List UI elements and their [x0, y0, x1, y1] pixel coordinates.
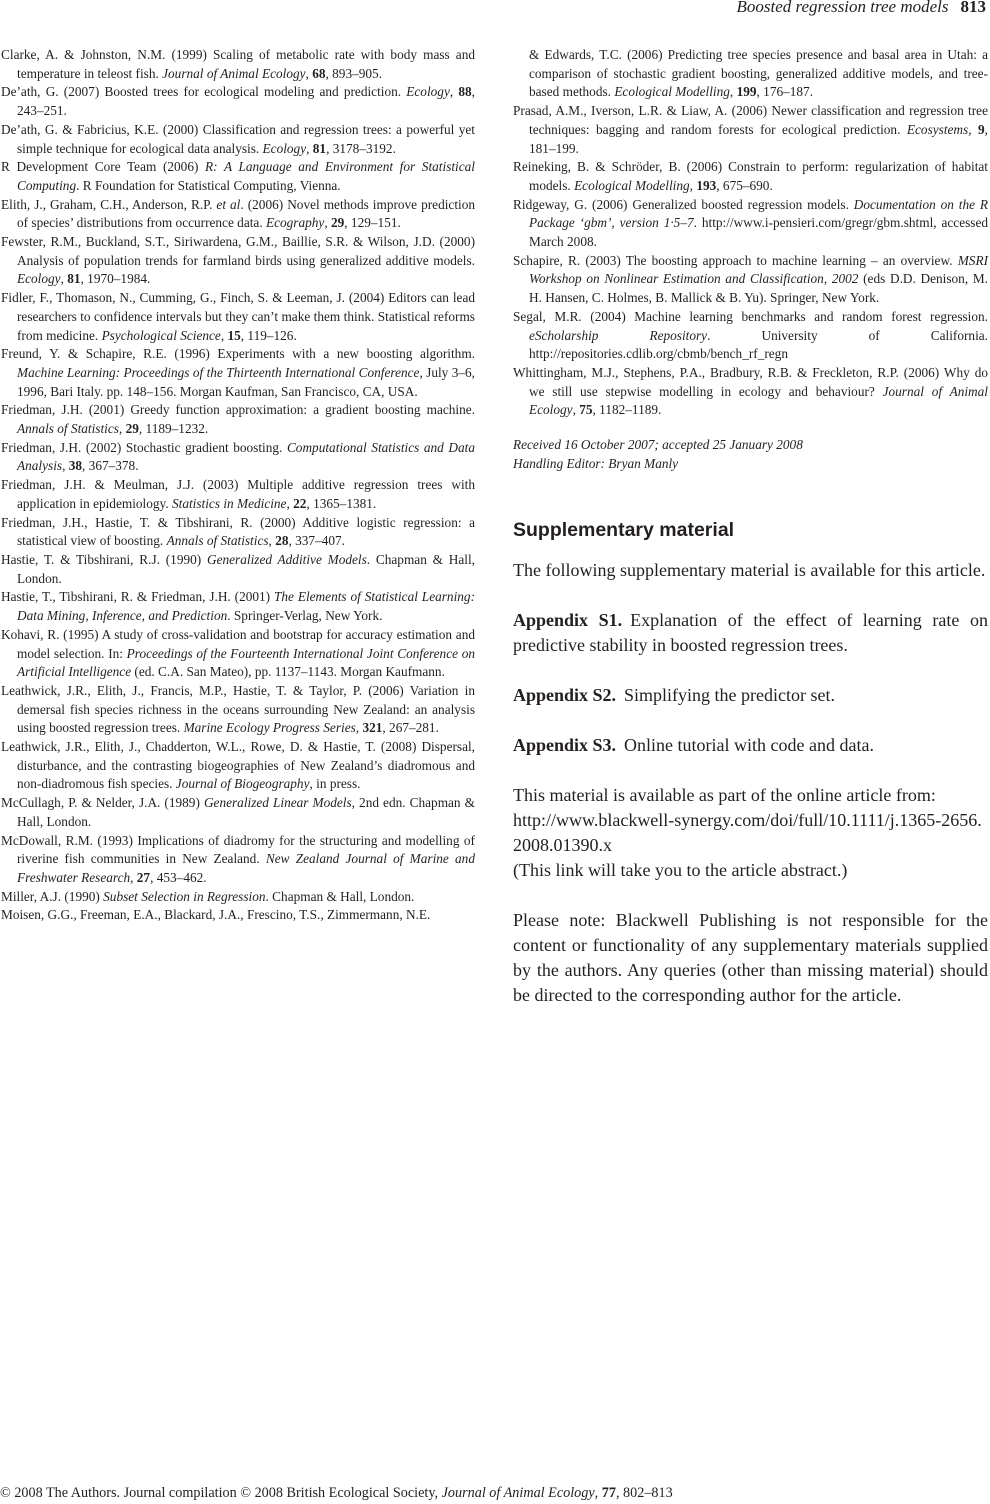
reference-volume: 68: [312, 65, 326, 81]
reference-text: . Chapman & Hall, London.: [17, 551, 475, 586]
appendix-s3: [513, 733, 988, 758]
appendix-label: Appendix S3.: [513, 734, 617, 755]
reference-text: Reineking, B. & Schröder, B. (2006) Constrain to perform: regularization of habitat models.: [513, 159, 988, 193]
reference-entry: [1, 832, 475, 888]
reference-entry: [513, 364, 988, 420]
reference-text: ,: [355, 720, 363, 736]
reference-text: , 1970–1984.: [80, 271, 151, 287]
reference-italic-text: Ecology: [17, 271, 61, 287]
appendix-text: Simplifying the predictor set.: [624, 684, 836, 705]
reference-italic-text: Generalized Linear Models: [203, 795, 352, 811]
reference-text: , 2nd edn. Chapman & Hall, London.: [17, 795, 475, 829]
reference-entry: [1, 158, 475, 195]
reference-italic-text: Annals of Statistics: [17, 421, 119, 437]
reference-text: & Edwards, T.C. (2006) Predicting tree species presence and basal area in Utah: a comparison of stochastic gradient boosting, generalized additive models, and tree-based methods.: [529, 47, 988, 100]
reference-entry: [513, 102, 988, 158]
reference-entry: [1, 906, 475, 925]
page-number: 813: [960, 0, 986, 16]
reference-entry: [1, 196, 475, 233]
reference-volume: 28: [275, 533, 289, 549]
publisher-disclaimer: Please note: Blackwell Publishing is not responsible for the content or functionality of any supplementary materials supplied by the authors. Any queries (other than missing material) should be directed to the corresponding author for the article.: [513, 909, 988, 1005]
reference-text: (eds D.D. Denison, M. H. Hansen, C. Holmes, B. Mallick & B. Yu). Springer, New York.: [529, 271, 988, 306]
reference-volume: 38: [68, 458, 83, 474]
reference-volume: 81: [312, 140, 327, 156]
reference-text: , 176–187.: [756, 84, 814, 100]
received-block: [513, 436, 988, 474]
reference-text: , 337–407.: [288, 533, 345, 549]
reference-entry: [513, 252, 988, 308]
reference-italic-text: Generalized Additive Models: [207, 551, 367, 567]
reference-entry: [513, 46, 988, 102]
reference-text: , 243–251.: [17, 84, 475, 119]
reference-text: ,: [60, 271, 68, 287]
reference-italic-text: Journal of Biogeography: [175, 776, 310, 792]
reference-italic-text: Psychological Science: [101, 327, 221, 343]
reference-entry: [1, 588, 475, 625]
reference-entry: [1, 121, 475, 158]
reference-italic-text: Ecological Modelling: [574, 177, 690, 193]
reference-text: Friedman, J.H. (2001) Greedy function approximation: a gradient boosting machine.: [1, 402, 475, 418]
reference-text: ,: [689, 177, 697, 193]
reference-entry: [1, 345, 475, 401]
reference-entry: [513, 158, 988, 195]
reference-text: , 1182–1189.: [592, 402, 662, 418]
reference-italic-text: Proceedings of the Fourteenth International Joint Conference on Artificial Intelligence: [17, 645, 475, 680]
supplementary-url[interactable]: http://www.blackwell-synergy.com/doi/full/10.1111/j.1365-2656.2008.01390.x: [513, 809, 982, 855]
reference-volume: 193: [696, 177, 717, 193]
reference-italic-text: Journal of Animal Ecology: [529, 383, 989, 418]
reference-entry: [513, 196, 988, 252]
reference-entry: [1, 46, 475, 83]
reference-entry: [1, 626, 475, 682]
reference-italic-text: Ecosystems: [906, 121, 969, 137]
reference-text: ,: [729, 84, 737, 100]
reference-entry: [1, 83, 475, 120]
reference-entry: [1, 551, 475, 588]
reference-volume: 27: [136, 869, 151, 885]
reference-entry: [1, 514, 475, 551]
reference-italic-text: The Elements of Statistical Learning: Data Mining, Inference, and Prediction: [17, 589, 475, 624]
reference-italic-text: Ecology: [406, 84, 450, 100]
reference-italic-text: Ecology: [262, 140, 307, 156]
reference-italic-text: Journal of Animal Ecology: [162, 65, 306, 81]
reference-text: De’ath, G. (2007) Boosted trees for ecological modeling and prediction.: [1, 84, 407, 100]
reference-text: , July 3–6, 1996, Bari Italy. pp. 148–156. Morgan Kaufman, San Francisco, CA, USA.: [17, 364, 475, 399]
reference-text: , 1365–1381.: [306, 495, 377, 511]
reference-text: . Chapman & Hall, London.: [265, 888, 415, 904]
reference-italic-text: Documentation on the R Package ‘gbm’, version 1·5–7: [529, 196, 988, 231]
reference-text: Ridgeway, G. (2006) Generalized boosted regression models.: [513, 196, 854, 212]
reference-text: Schapire, R. (2003) The boosting approach to machine learning – an overview.: [513, 252, 958, 268]
reference-italic-text: Ecological Modelling: [614, 84, 730, 100]
running-title: Boosted regression tree models: [736, 0, 949, 16]
reference-entry: [1, 233, 475, 289]
reference-volume: 75: [579, 402, 593, 418]
reference-text: ,: [449, 84, 459, 100]
reference-volume: 321: [362, 720, 383, 736]
running-head: [737, 0, 987, 18]
references-right-list: [513, 46, 988, 420]
reference-text: Clarke, A. & Johnston, N.M. (1999) Scaling of metabolic rate with body mass and temperature in teleost fish.: [1, 47, 475, 81]
reference-volume: 22: [293, 495, 307, 511]
reference-entry: [513, 308, 988, 364]
reference-entry: [1, 439, 475, 476]
reference-italic-text: New Zealand Journal of Marine and Freshwater Research: [17, 851, 475, 885]
appendix-text: Explanation of the effect of learning rate on predictive stability in boosted regression trees.: [513, 609, 988, 655]
reference-entry: [1, 794, 475, 831]
reference-volume: 15: [227, 327, 241, 343]
appendix-label: Appendix S1.: [513, 609, 623, 630]
reference-text: Segal, M.R. (2004) Machine learning benchmarks and random forest regression.: [513, 308, 988, 324]
reference-italic-text: Subset Selection in Regression: [103, 888, 266, 904]
reference-text: Hastie, T., Tibshirani, R. & Friedman, J.H. (2001): [1, 589, 274, 605]
reference-italic-text: Annals of Statistics: [166, 533, 269, 549]
reference-italic-text: MSRI Workshop on Nonlinear Estimation and Classification, 2002: [529, 252, 988, 287]
appendix-label: Appendix S2.: [513, 684, 617, 705]
reference-volume: 9: [978, 121, 985, 137]
supplementary-body: [513, 558, 988, 1008]
reference-text: Elith, J., Graham, C.H., Anderson, R.P.: [1, 196, 217, 212]
reference-text: , 119–126.: [240, 327, 297, 343]
received-dates: Received 16 October 2007; accepted 25 January 2008: [513, 437, 803, 453]
reference-text: (ed. C.A. San Mateo), pp. 1137–1143. Morgan Kaufmann.: [131, 664, 445, 680]
reference-italic-text: Computational Statistics and Data Analysis: [17, 439, 475, 474]
reference-text: ,: [220, 327, 228, 343]
reference-text: McCullagh, P. & Nelder, J.A. (1989): [1, 795, 204, 811]
availability-note: This material is available as part of the online article from:: [513, 784, 936, 805]
reference-text: ,: [130, 869, 137, 885]
reference-text: . University of California. http://repositories.cdlib.org/cbmb/bench_rf_regn: [529, 327, 988, 362]
reference-text: , 3178–3192.: [326, 140, 396, 156]
reference-italic-text: Machine Learning: Proceedings of the Thirteenth International Conference: [17, 364, 420, 380]
references-left-column: [1, 46, 475, 925]
reference-text: , in press.: [309, 776, 361, 792]
reference-volume: 88: [458, 84, 472, 100]
reference-text: , 367–378.: [82, 458, 139, 474]
reference-text: , 675–690.: [716, 177, 773, 193]
reference-text: . R Foundation for Statistical Computing, Vienna.: [76, 177, 341, 193]
reference-entry: [1, 682, 475, 738]
appendix-s1: [513, 608, 988, 658]
reference-italic-text: Ecography: [265, 215, 325, 231]
reference-italic-text: R: A Language and Environment for Statistical Computing: [17, 159, 475, 193]
copyright-text: © 2008 The Authors. Journal compilation © 2008 British Ecological Society,: [0, 1485, 442, 1501]
reference-text: Prasad, A.M., Iverson, L.R. & Liaw, A. (2006) Newer classification and regression tree techniques: bagging and random forests for ecological prediction.: [513, 103, 988, 137]
copyright-footer: [0, 1483, 673, 1503]
reference-italic-text: et al: [216, 196, 241, 212]
reference-volume: 29: [125, 421, 139, 437]
reference-entry: [1, 401, 475, 438]
reference-text: Moisen, G.G., Freeman, E.A., Blackard, J.A., Frescino, T.S., Zimmermann, N.E.: [1, 907, 431, 923]
reference-volume: 29: [330, 215, 345, 231]
reference-text: ,: [306, 140, 313, 156]
footer-pages: , 802–813: [615, 1485, 673, 1501]
reference-text: ,: [62, 458, 69, 474]
reference-text: Friedman, J.H. (2002) Stochastic gradient boosting.: [1, 439, 287, 455]
appendix-text: Online tutorial with code and data.: [624, 734, 874, 755]
reference-text: ,: [572, 402, 580, 418]
reference-text: ,: [268, 533, 276, 549]
footer-journal: Journal of Animal Ecology: [441, 1485, 595, 1501]
reference-text: , 453–462.: [150, 869, 207, 885]
reference-volume: 199: [736, 84, 757, 100]
reference-text: Miller, A.J. (1990): [1, 888, 104, 904]
right-column: [513, 46, 988, 1033]
reference-text: ,: [305, 65, 313, 81]
reference-volume: 81: [67, 271, 81, 287]
handling-editor: Handling Editor: Bryan Manly: [513, 455, 679, 471]
reference-text: Hastie, T. & Tibshirani, R.J. (1990): [1, 551, 207, 567]
reference-text: ,: [968, 121, 979, 137]
reference-text: , 129–151.: [344, 215, 401, 231]
reference-italic-text: eScholarship Repository: [529, 327, 708, 343]
supplementary-heading: Supplementary material: [513, 518, 735, 541]
reference-text: Friedman, J.H., Hastie, T. & Tibshirani, R. (2000) Additive logistic regression: a statistical view of boosting.: [1, 514, 475, 549]
reference-text: Fewster, R.M., Buckland, S.T., Siriwardena, G.M., Baillie, S.R. & Wilson, J.D. (2000) Analysis of population trends for farmland birds using generalized additive models.: [1, 234, 475, 268]
reference-text: , 893–905.: [325, 65, 383, 81]
reference-entry: [1, 476, 475, 513]
reference-text: . Springer-Verlag, New York.: [227, 608, 383, 624]
reference-text: De’ath, G. & Fabricius, K.E. (2000) Classification and regression trees: a powerful yet simple technique for ecological data analysis.: [1, 121, 475, 156]
reference-text: , 267–281.: [382, 720, 439, 736]
appendix-s2: [513, 683, 988, 708]
reference-text: , 181–199.: [529, 121, 988, 156]
reference-text: Leathwick, J.R., Elith, J., Francis, M.P., Hastie, T. & Taylor, P. (2006) Variation in demersal fish species richness in the oceans surrounding New Zealand: an analysis using boosted regression trees.: [1, 682, 475, 736]
reference-entry: [1, 888, 475, 907]
reference-text: Whittingham, M.J., Stephens, P.A., Bradbury, R.B. & Freckleton, R.P. (2006) Why do we still use stepwise modelling in ecology and behaviour?: [513, 364, 988, 399]
reference-text: ,: [286, 495, 294, 511]
reference-text: Fidler, F., Thomason, N., Cumming, G., Finch, S. & Leeman, J. (2004) Editors can lead researchers to confidence intervals but they can’t make them think. Statistical reforms from medicine.: [1, 290, 475, 343]
reference-text: Leathwick, J.R., Elith, J., Chadderton, W.L., Rowe, D. & Hastie, T. (2008) Dispersal, disturbance, and the contrasting biogeographies of New Zealand’s diadromous and non-diadromous fish species.: [1, 739, 475, 792]
reference-text: ,: [324, 215, 331, 231]
footer-separator: ,: [594, 1485, 602, 1501]
reference-entry: [1, 289, 475, 345]
reference-entry: [1, 738, 475, 794]
reference-text: Friedman, J.H. & Meulman, J.J. (2003) Multiple additive regression trees with application in epidemiology.: [1, 477, 475, 511]
reference-text: R Development Core Team (2006): [1, 159, 206, 175]
footer-volume: 77: [601, 1485, 616, 1501]
reference-text: Freund, Y. & Schapire, R.E. (1996) Experiments with a new boosting algorithm.: [1, 346, 475, 362]
reference-italic-text: Marine Ecology Progress Series: [183, 720, 356, 736]
reference-text: . (2006) Novel methods improve prediction of species’ distributions from occurrence data.: [17, 196, 476, 231]
reference-text: ,: [118, 421, 126, 437]
reference-text: . http://www.i-pensieri.com/gregr/gbm.shtml, accessed March 2008.: [529, 215, 989, 250]
reference-text: Kohavi, R. (1995) A study of cross-validation and bootstrap for accuracy estimation and model selection. In:: [1, 626, 475, 661]
reference-italic-text: Statistics in Medicine: [171, 495, 287, 511]
reference-text: , 1189–1232.: [138, 421, 209, 437]
supplementary-intro: The following supplementary material is available for this article.: [513, 559, 986, 580]
link-note: (This link will take you to the article abstract.): [513, 859, 848, 880]
reference-text: McDowall, R.M. (1993) Implications of diadromy for the structuring and modelling of riverine fish communities in New Zealand.: [1, 832, 475, 867]
